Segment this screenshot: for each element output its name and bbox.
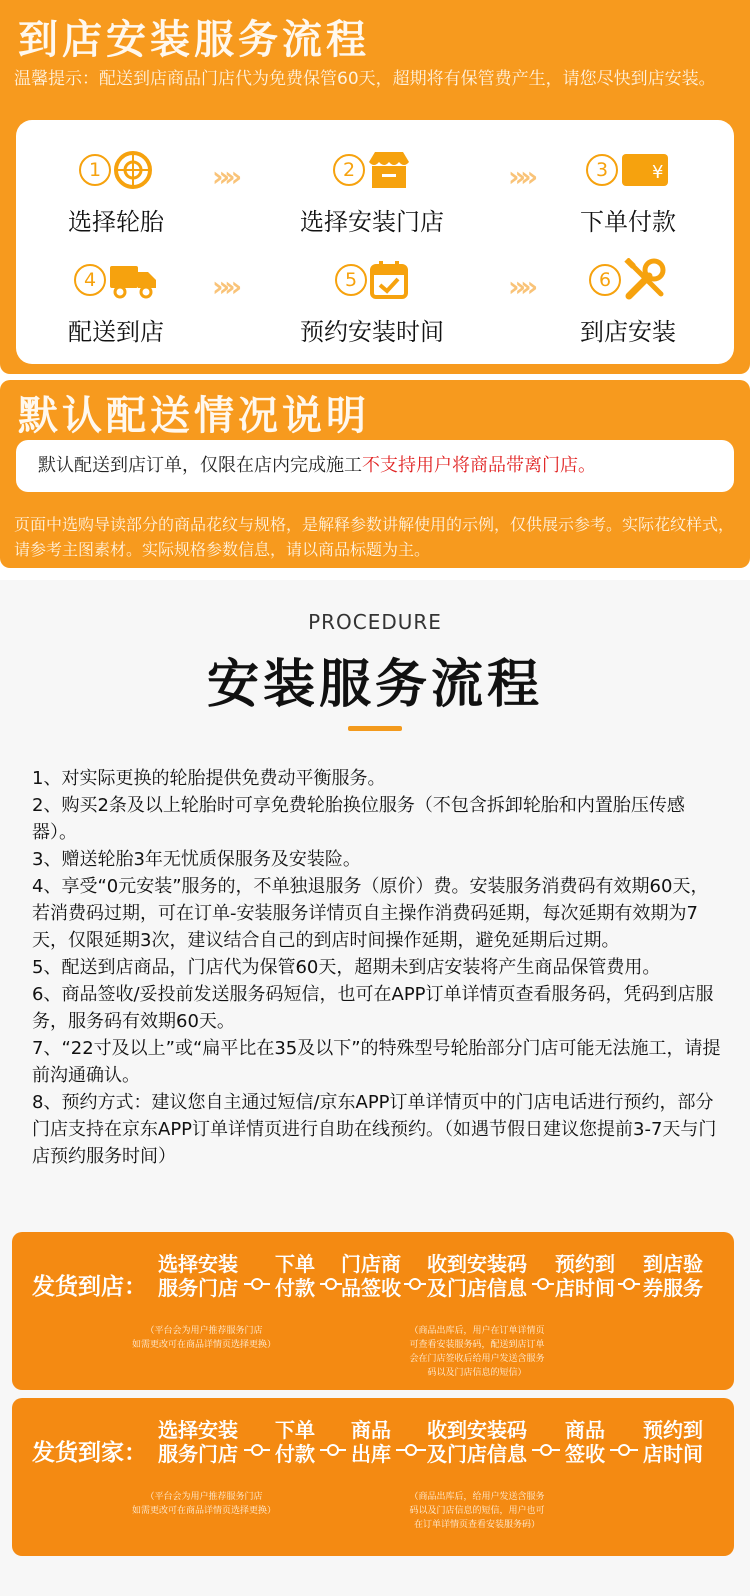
delivery-notice-text: 默认配送到店订单，仅限在店内完成施工 <box>38 455 362 476</box>
step-5 <box>272 252 472 347</box>
flow-note: （商品出库后，给用户发送含服务 码以及门店信息的短信，用户也可 在订单详情页查看安装服务码） <box>409 1492 545 1530</box>
procedure-title: 安装服务流程 <box>206 655 543 715</box>
flow-title: 发货到店： <box>32 1274 147 1300</box>
procedure-section <box>0 580 750 1596</box>
svg-text:¥: ¥ <box>652 162 664 183</box>
flow-dot <box>540 1444 552 1456</box>
ship-to-store-flow <box>12 1232 734 1390</box>
flow-dot <box>537 1278 549 1290</box>
flow-node: 下单 付款 <box>275 1418 315 1466</box>
flow-node: 收到安装码 及门店信息 <box>427 1252 527 1300</box>
flow-node: 选择安装 服务门店 <box>158 1418 238 1466</box>
flow-dot <box>405 1444 417 1456</box>
wrench-tools-icon <box>623 258 667 302</box>
rule-item: 2、购买2条及以上轮胎时可享免费轮胎换位服务（不包含拆卸轮胎和内置胎压传感器）。 <box>32 795 685 843</box>
disclaimer-text: 页面中选购导读部分的商品花纹与规格，是解释参数讲解使用的示例，仅供展示参考。实际花纹样式，请参考主图素材。实际规格参数信息，请以商品标题为主。 <box>14 515 735 559</box>
step-label: 选择安装门店 <box>300 208 444 236</box>
step-label: 选择轮胎 <box>68 208 164 236</box>
calendar-check-icon <box>369 260 409 300</box>
flow-node: 商品 签收 <box>565 1418 605 1466</box>
step-number: 5 <box>335 264 367 296</box>
flow-dot <box>325 1278 337 1290</box>
store-icon <box>367 150 411 190</box>
flow-note: （平台会为用户推荐服务门店 如需更改可在商品详情页选择更换） <box>131 1326 276 1350</box>
delivery-truck-icon <box>108 260 158 300</box>
step-number: 6 <box>589 264 621 296</box>
flow-node: 商品 出库 <box>351 1418 391 1466</box>
step-number: 3 <box>586 154 618 186</box>
payment-card-icon <box>620 150 670 190</box>
notice-text: 温馨提示：配送到店商品门店代为免费保管60天，超期将有保管费产生，请您尽快到店安装。 <box>14 69 716 89</box>
step-3 <box>528 142 728 237</box>
double-chevron-icon: »» <box>508 160 533 193</box>
double-chevron-icon: »» <box>212 270 237 303</box>
install-flow-section <box>0 0 750 374</box>
step-label: 到店安装 <box>580 318 676 346</box>
flow-node: 预约到 店时间 <box>555 1252 615 1300</box>
flow-note: （商品出库后，用户在订单详情页 可查看安装服务码，配送到店订单 会在门店签收后给用户发送含服务 码以及门店信息的短信） <box>409 1326 545 1378</box>
step-label: 配送到店 <box>68 318 164 346</box>
default-delivery-section <box>0 380 750 568</box>
rule-item: 5、配送到店商品，门店代为保管60天，超期未到店安装将产生商品保管费用。 <box>32 957 661 978</box>
flow-dot <box>409 1278 421 1290</box>
step-1 <box>16 142 216 237</box>
rules-list <box>32 765 722 1170</box>
double-chevron-icon: »» <box>212 160 237 193</box>
flow-node: 到店验 券服务 <box>643 1252 703 1300</box>
title-underline <box>348 726 402 731</box>
section-title: 默认配送情况说明 <box>18 393 370 439</box>
flow-dot <box>327 1444 339 1456</box>
flow-node: 收到安装码 及门店信息 <box>427 1418 527 1466</box>
step-number: 1 <box>79 154 111 186</box>
flow-title: 发货到家： <box>32 1440 147 1466</box>
step-6 <box>528 252 728 347</box>
flow-node: 下单 付款 <box>275 1252 315 1300</box>
double-chevron-icon: »» <box>508 270 533 303</box>
step-2 <box>272 142 472 237</box>
rule-item: 8、预约方式：建议您自主通过短信/京东APP订单详情页中的门店电话进行预约，部分门店支持在京东APP订单详情页进行自助在线预约。（如遇节假日建议您提前3-7天与门店预约服务时间） <box>32 1092 717 1167</box>
rule-item: 6、商品签收/妥投前发送服务码短信，也可在APP订单详情页查看服务码，凭码到店服务，服务码有效期60天。 <box>32 984 714 1032</box>
flow-node: 门店商 品签收 <box>341 1252 401 1300</box>
section-title: 到店安装服务流程 <box>18 17 370 63</box>
delivery-warning-text: 不支持用户将商品带离门店。 <box>362 455 596 476</box>
rule-item: 7、“22寸及以上”或“扁平比在35及以下”的特殊型号轮胎部分门店可能无法施工，请提前沟通确认。 <box>32 1038 721 1086</box>
flow-dot <box>251 1278 263 1290</box>
step-4 <box>16 252 216 347</box>
flow-note: （平台会为用户推荐服务门店 如需更改可在商品详情页选择更换） <box>131 1492 276 1516</box>
flow-node: 预约到 店时间 <box>643 1418 703 1466</box>
flow-dot <box>618 1444 630 1456</box>
step-number: 2 <box>333 154 365 186</box>
step-number: 4 <box>74 264 106 296</box>
flow-dot <box>251 1444 263 1456</box>
rule-item: 4、享受“0元安装”服务的，不单独退服务（原价）费。安装服务消费码有效期60天，若消费码过期，可在订单-安装服务详情页自主操作消费码延期，每次延期有效期为7天，仅限延期3次，建议结合自己的到店时间操作延期，避免延期后过期。 <box>32 876 709 951</box>
flow-dot <box>623 1278 635 1290</box>
step-label: 下单付款 <box>580 208 676 236</box>
steps-card <box>16 120 734 364</box>
rule-item: 3、赠送轮胎3年无忧质保服务及安装险。 <box>32 849 361 870</box>
flow-node: 选择安装 服务门店 <box>158 1252 238 1300</box>
step-label: 预约安装时间 <box>300 318 444 346</box>
rule-item: 1、对实际更换的轮胎提供免费动平衡服务。 <box>32 768 386 789</box>
delivery-notice-box <box>16 440 734 492</box>
tire-icon <box>113 150 153 190</box>
ship-to-home-flow <box>12 1398 734 1556</box>
procedure-en-title: PROCEDURE <box>308 610 442 634</box>
